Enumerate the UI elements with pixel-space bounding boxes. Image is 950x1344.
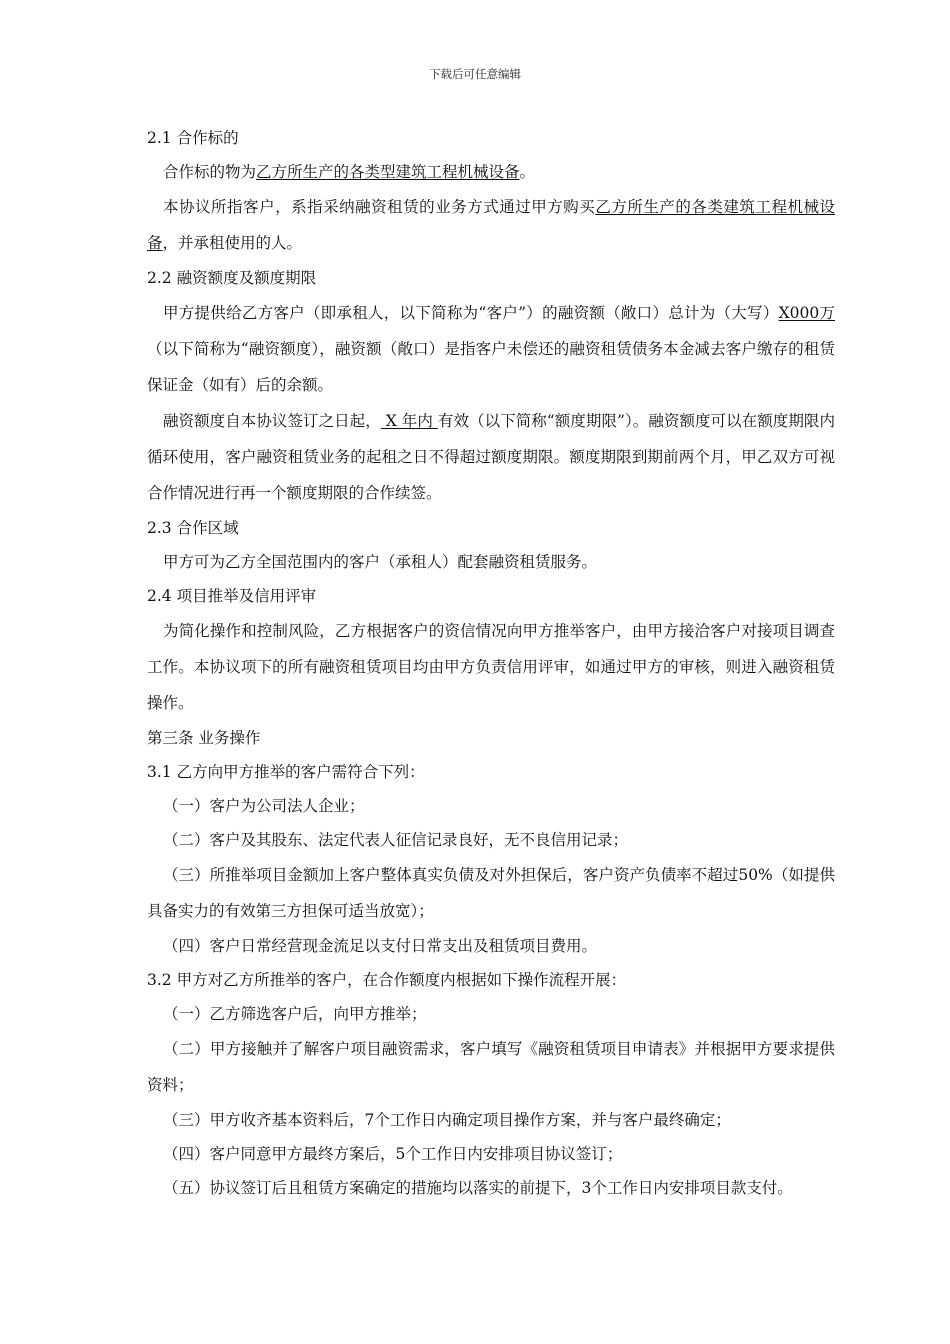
list-item: （二）客户及其股东、法定代表人征信记录良好，无不良信用记录； bbox=[163, 831, 629, 849]
underlined-term: 乙方所生产的各类型建筑工程机械设备 bbox=[256, 163, 520, 181]
section-2-2-paragraph-1 bbox=[147, 295, 835, 403]
section-2-1-paragraph-2 bbox=[147, 189, 835, 261]
section-2-2-paragraph-2 bbox=[147, 403, 835, 511]
text-run: 本协议所指客户，系指采纳融资租赁的业务方式通过甲方购买 bbox=[163, 198, 596, 216]
text-run: 。 bbox=[519, 163, 536, 181]
section-2-3-paragraph-1: 甲方可为乙方全国范围内的客户（承租人）配套融资租赁服务。 bbox=[163, 553, 598, 571]
underlined-period: X 年内 bbox=[380, 412, 438, 430]
text-run: 有效（以下简称“额度期限”）。融资额度可以在额度期限内循环使用，客户融资租赁业务的起租之日不得超过额度期限。额度期限到期前两个月，甲乙双方可视合作情况进行再一个额度期限的合作续签。 bbox=[147, 412, 835, 502]
document-body bbox=[147, 121, 835, 1205]
section-2-4-paragraph-1: 为简化操作和控制风险，乙方根据客户的资信情况向甲方推举客户，由甲方接洽客户对接项目调查工作。本协议项下的所有融资租赁项目均由甲方负责信用评审，如通过甲方的审核，则进入融资租赁操作。 bbox=[147, 622, 835, 712]
section-2-4-heading: 2.4 项目推举及信用评审 bbox=[147, 587, 317, 605]
list-item: （三）所推举项目金额加上客户整体真实负债及对外担保后，客户资产负债率不超过50%（如提供具备实力的有效第三方担保可适当放宽）； bbox=[147, 866, 835, 920]
section-2-2-heading: 2.2 融资额度及额度期限 bbox=[147, 269, 317, 287]
text-run: 融资额度自本协议签订之日起， bbox=[163, 412, 381, 430]
underlined-term: 乙方所生产的各类建筑工程机械设备 bbox=[147, 198, 835, 252]
underlined-amount: X000万 bbox=[778, 304, 835, 322]
section-3-2-heading: 3.2 甲方对乙方所推举的客户，在合作额度内根据如下操作流程开展： bbox=[147, 971, 627, 989]
section-2-1-paragraph-1 bbox=[147, 155, 835, 189]
list-item: （四）客户日常经营现金流足以支付日常支出及租赁项目费用。 bbox=[163, 937, 598, 955]
section-2-1-heading: 2.1 合作标的 bbox=[147, 129, 239, 147]
section-3-1-heading: 3.1 乙方向甲方推举的客户需符合下列： bbox=[147, 763, 425, 781]
article-3-heading: 第三条 业务操作 bbox=[147, 729, 261, 747]
text-run: 合作标的物为 bbox=[163, 163, 257, 181]
text-run: ，并承租使用的人。 bbox=[162, 234, 303, 252]
list-item: （三）甲方收齐基本资料后，7个工作日内确定项目操作方案，并与客户最终确定； bbox=[163, 1111, 731, 1129]
text-run: 甲方提供给乙方客户（即承租人，以下简称为“客户”）的融资额（敞口）总计为（大写） bbox=[163, 304, 779, 322]
text-run: （以下简称为“融资额度），融资额（敞口）是指客户未偿还的融资租赁债务本金减去客户缴存的租赁保证金（如有）后的余额。 bbox=[147, 340, 835, 394]
list-item: （五）协议签订后且租赁方案确定的措施均以落实的前提下，3个工作日内安排项目款支付。 bbox=[163, 1179, 793, 1197]
list-item: （四）客户同意甲方最终方案后，5个工作日内安排项目协议签订； bbox=[163, 1145, 623, 1163]
page-header: 下载后可任意编辑 bbox=[429, 67, 521, 81]
list-item: （一）客户为公司法人企业； bbox=[163, 797, 365, 815]
section-2-3-heading: 2.3 合作区域 bbox=[147, 519, 239, 537]
list-item: （一）乙方筛选客户后，向甲方推举； bbox=[163, 1005, 427, 1023]
list-item: （二）甲方接触并了解客户项目融资需求，客户填写《融资租赁项目申请表》并根据甲方要求提供资料； bbox=[147, 1040, 835, 1094]
